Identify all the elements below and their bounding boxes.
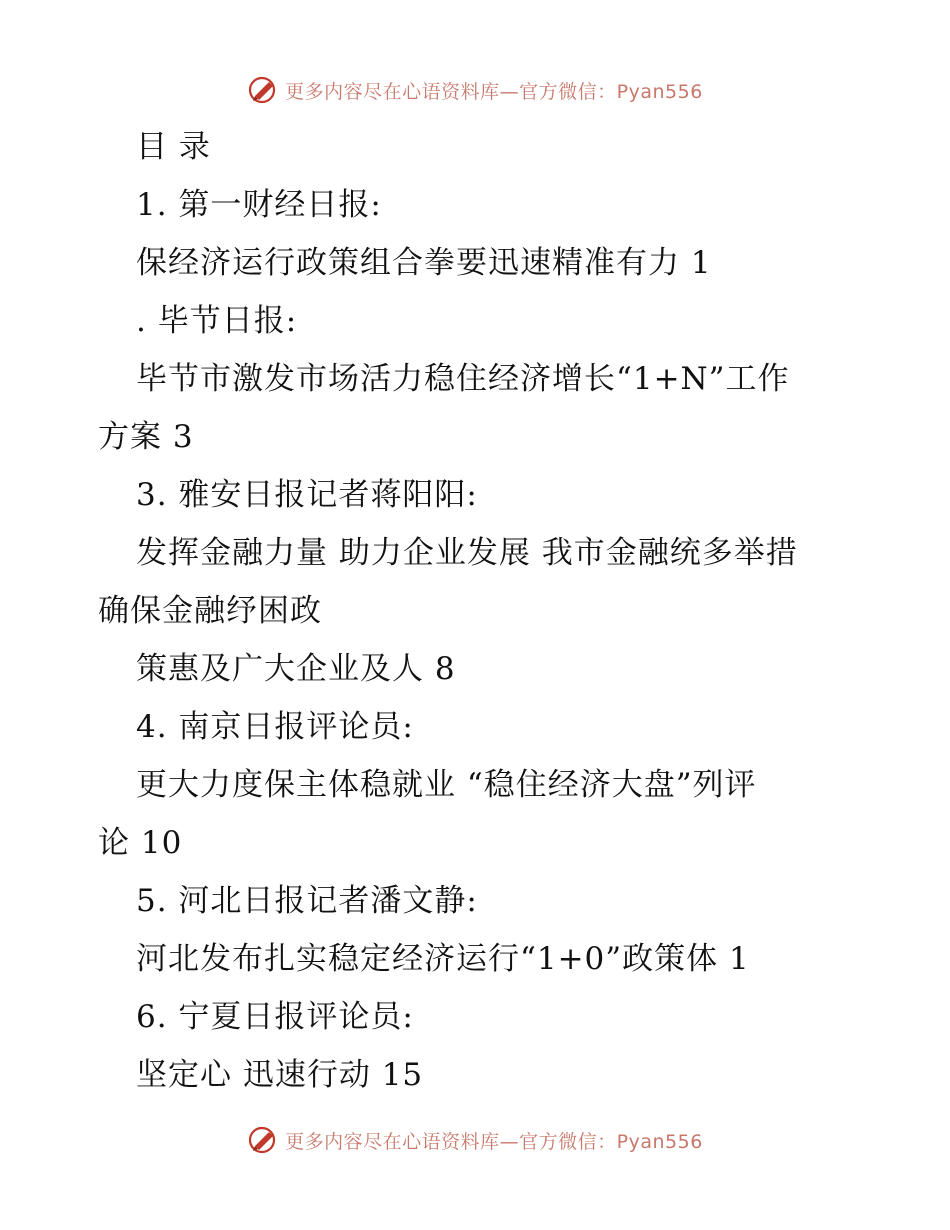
toc-entry-6: 坚定心 迅速行动 15 <box>136 1057 424 1093</box>
watermark-header <box>0 70 950 110</box>
toc-entry-4: 更大力度保主体稳就业 “稳住经济大盘”列评 <box>136 767 757 803</box>
toc-source-5: 5. 河北日报记者潘文静: <box>136 883 478 919</box>
watermark-footer <box>0 1120 950 1160</box>
toc-source-2: . 毕节日报: <box>136 303 298 339</box>
toc-source-6: 6. 宁夏日报评论员: <box>136 999 414 1035</box>
toc-entry-2: 毕节市激发市场活力稳住经济增长“1+N”工作 <box>136 361 790 397</box>
toc-entry-4-cont: 论 10 <box>98 825 183 861</box>
toc-entry-3: 发挥金融力量 助力企业发展 我市金融统多举措 <box>136 535 798 571</box>
pen-logo-icon <box>247 74 279 106</box>
toc-entry-3-cont-2: 策惠及广大企业及人 8 <box>136 651 456 687</box>
toc-entry-5: 河北发布扎实稳定经济运行“1+0”政策体 1 <box>136 941 750 977</box>
pen-logo-icon <box>247 1124 279 1156</box>
toc-entry-3-cont: 确保金融纾困政 <box>98 593 322 629</box>
watermark-text: 更多内容尽在心语资料库—官方微信：Pyan556 <box>285 1130 703 1153</box>
toc-source-3: 3. 雅安日报记者蒋阳阳: <box>136 477 478 513</box>
toc-heading: 目 录 <box>136 129 211 165</box>
toc-source-1: 1. 第一财经日报: <box>136 187 382 223</box>
table-of-contents <box>98 118 858 1104</box>
toc-source-4: 4. 南京日报评论员: <box>136 709 414 745</box>
toc-entry-1: 保经济运行政策组合拳要迅速精准有力 1 <box>136 245 712 281</box>
watermark-text: 更多内容尽在心语资料库—官方微信：Pyan556 <box>285 80 703 103</box>
toc-entry-2-cont: 方案 3 <box>98 419 194 455</box>
